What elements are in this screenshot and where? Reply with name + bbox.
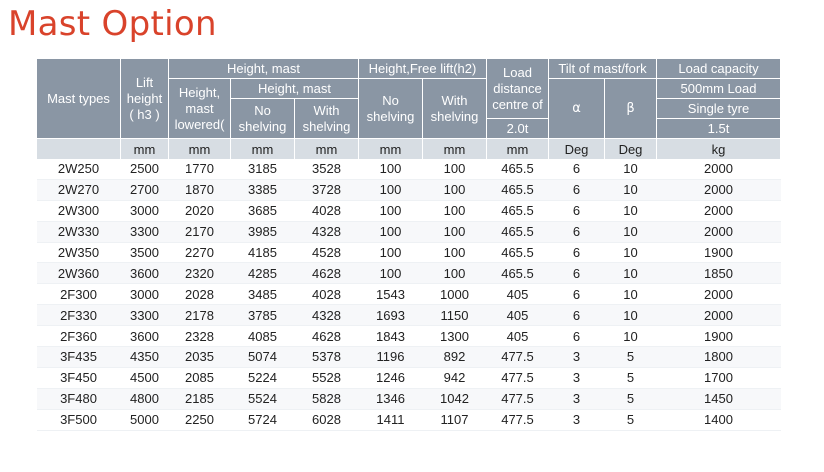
header-load-capacity: Load capacity	[657, 59, 781, 79]
table-cell: 3	[549, 388, 605, 409]
table-cell: 5724	[231, 409, 295, 430]
table-cell: 1800	[657, 347, 781, 368]
table-cell: 3	[549, 367, 605, 388]
unit-cell: Deg	[605, 139, 657, 160]
table-cell: 2000	[657, 284, 781, 305]
table-cell: 4328	[295, 221, 359, 242]
table-cell: 4028	[295, 284, 359, 305]
table-cell: 1400	[657, 409, 781, 430]
table-row	[37, 263, 781, 284]
table-cell: 477.5	[487, 347, 549, 368]
table-cell: 2085	[169, 367, 231, 388]
table-cell: 10	[605, 200, 657, 221]
header-with-shelving: With shelving	[295, 99, 359, 139]
unit-cell: mm	[423, 139, 487, 160]
table-cell: 405	[487, 284, 549, 305]
table-cell: 2320	[169, 263, 231, 284]
table-cell: 4028	[295, 200, 359, 221]
table-cell: 3000	[121, 284, 169, 305]
table-cell: 2028	[169, 284, 231, 305]
table-cell: 5	[605, 367, 657, 388]
table-cell: 2250	[169, 409, 231, 430]
table-cell: 100	[359, 159, 423, 179]
mast-type-cell: 2W250	[37, 159, 121, 179]
table-cell: 1693	[359, 305, 423, 326]
table-cell: 100	[359, 242, 423, 263]
table-cell: 6	[549, 159, 605, 179]
table-cell: 1346	[359, 388, 423, 409]
table-cell: 3185	[231, 159, 295, 179]
table-cell: 5378	[295, 347, 359, 368]
table-row	[37, 159, 781, 179]
table-cell: 4350	[121, 347, 169, 368]
mast-type-cell: 2F330	[37, 305, 121, 326]
table-row	[37, 284, 781, 305]
table-cell: 2500	[121, 159, 169, 179]
unit-cell: Deg	[549, 139, 605, 160]
table-cell: 405	[487, 305, 549, 326]
table-cell: 5828	[295, 388, 359, 409]
header-capacity-value: 1.5t	[657, 119, 781, 139]
table-cell: 3500	[121, 242, 169, 263]
table-cell: 1843	[359, 326, 423, 347]
header-height-mast-sub: Height, mast	[231, 79, 359, 99]
table-cell: 5524	[231, 388, 295, 409]
table-cell: 2178	[169, 305, 231, 326]
table-cell: 5	[605, 388, 657, 409]
table-cell: 1042	[423, 388, 487, 409]
table-cell: 6028	[295, 409, 359, 430]
table-cell: 942	[423, 367, 487, 388]
mast-type-cell: 2W300	[37, 200, 121, 221]
mast-option-table	[36, 58, 781, 431]
table-cell: 100	[359, 200, 423, 221]
table-cell: 465.5	[487, 221, 549, 242]
table-row	[37, 200, 781, 221]
table-cell: 6	[549, 179, 605, 200]
header-height-mast-lowered: Height, mast lowered(	[169, 79, 231, 139]
table-cell: 2700	[121, 179, 169, 200]
table-cell: 5	[605, 347, 657, 368]
table-cell: 2000	[657, 179, 781, 200]
table-row	[37, 326, 781, 347]
table-row	[37, 367, 781, 388]
table-cell: 10	[605, 305, 657, 326]
table-cell: 100	[359, 179, 423, 200]
table-cell: 4328	[295, 305, 359, 326]
mast-type-cell: 3F480	[37, 388, 121, 409]
table-cell: 465.5	[487, 263, 549, 284]
mast-type-cell: 2W270	[37, 179, 121, 200]
table-cell: 1543	[359, 284, 423, 305]
table-cell: 4085	[231, 326, 295, 347]
header-single-tyre: Single tyre	[657, 99, 781, 119]
table-cell: 3785	[231, 305, 295, 326]
table-row	[37, 221, 781, 242]
mast-type-cell: 3F450	[37, 367, 121, 388]
table-cell: 6	[549, 200, 605, 221]
mast-type-cell: 3F500	[37, 409, 121, 430]
table-cell: 4528	[295, 242, 359, 263]
table-cell: 4285	[231, 263, 295, 284]
table-cell: 1411	[359, 409, 423, 430]
table-cell: 10	[605, 221, 657, 242]
table-cell: 6	[549, 284, 605, 305]
table-cell: 2000	[657, 221, 781, 242]
table-cell: 5224	[231, 367, 295, 388]
table-cell: 100	[423, 221, 487, 242]
header-load-distance-value: 2.0t	[487, 119, 549, 139]
table-cell: 4500	[121, 367, 169, 388]
table-cell: 3728	[295, 179, 359, 200]
table-cell: 6	[549, 221, 605, 242]
table-cell: 100	[423, 242, 487, 263]
table-cell: 5528	[295, 367, 359, 388]
page-title: Mast Option	[8, 4, 217, 44]
table-row	[37, 179, 781, 200]
unit-cell: mm	[487, 139, 549, 160]
table-cell: 2000	[657, 159, 781, 179]
table-body	[37, 159, 781, 430]
unit-cell: mm	[121, 139, 169, 160]
table-cell: 6	[549, 326, 605, 347]
header-load-distance: Load distance centre of	[487, 59, 549, 119]
table-cell: 3528	[295, 159, 359, 179]
table-cell: 1107	[423, 409, 487, 430]
table-cell: 405	[487, 326, 549, 347]
table-cell: 2328	[169, 326, 231, 347]
header-alpha: α	[549, 79, 605, 139]
table-cell: 2035	[169, 347, 231, 368]
table-cell: 100	[423, 200, 487, 221]
header-no-shelving: No shelving	[231, 99, 295, 139]
header-free-no-shelving: No shelving	[359, 79, 423, 139]
table-cell: 100	[359, 263, 423, 284]
table-cell: 1770	[169, 159, 231, 179]
unit-cell: mm	[295, 139, 359, 160]
table-cell: 3985	[231, 221, 295, 242]
table-cell: 477.5	[487, 409, 549, 430]
mast-type-cell: 3F435	[37, 347, 121, 368]
table-cell: 3485	[231, 284, 295, 305]
table-row	[37, 347, 781, 368]
table-cell: 1300	[423, 326, 487, 347]
table-cell: 1850	[657, 263, 781, 284]
table-cell: 3	[549, 347, 605, 368]
header-load-500mm: 500mm Load	[657, 79, 781, 99]
table-cell: 6	[549, 242, 605, 263]
table-cell: 892	[423, 347, 487, 368]
table-cell: 4185	[231, 242, 295, 263]
table-cell: 465.5	[487, 200, 549, 221]
table-cell: 465.5	[487, 179, 549, 200]
table-cell: 1700	[657, 367, 781, 388]
header-free-lift-group: Height,Free lift(h2)	[359, 59, 487, 79]
mast-type-cell: 2W360	[37, 263, 121, 284]
table-cell: 477.5	[487, 367, 549, 388]
table-cell: 2170	[169, 221, 231, 242]
table-cell: 10	[605, 179, 657, 200]
table-row	[37, 242, 781, 263]
table-cell: 1450	[657, 388, 781, 409]
table-cell: 100	[423, 263, 487, 284]
table-cell: 3	[549, 409, 605, 430]
table-cell: 10	[605, 159, 657, 179]
units-cell-mast-types	[37, 139, 121, 160]
table-cell: 6	[549, 305, 605, 326]
table-cell: 465.5	[487, 159, 549, 179]
table-cell: 3385	[231, 179, 295, 200]
header-tilt: Tilt of mast/fork	[549, 59, 657, 79]
table-cell: 1196	[359, 347, 423, 368]
table-cell: 100	[423, 159, 487, 179]
table-cell: 5074	[231, 347, 295, 368]
table-cell: 2020	[169, 200, 231, 221]
mast-type-cell: 2W330	[37, 221, 121, 242]
table-cell: 2270	[169, 242, 231, 263]
table-cell: 3600	[121, 263, 169, 284]
table-cell: 1246	[359, 367, 423, 388]
units-row	[37, 139, 781, 160]
table-cell: 3000	[121, 200, 169, 221]
table-cell: 3300	[121, 305, 169, 326]
mast-type-cell: 2F300	[37, 284, 121, 305]
table-row	[37, 388, 781, 409]
table-cell: 6	[549, 263, 605, 284]
table-cell: 1900	[657, 242, 781, 263]
table-cell: 3300	[121, 221, 169, 242]
table-cell: 2000	[657, 305, 781, 326]
table-cell: 10	[605, 326, 657, 347]
table-cell: 3685	[231, 200, 295, 221]
unit-cell: mm	[231, 139, 295, 160]
table-cell: 2185	[169, 388, 231, 409]
table-cell: 477.5	[487, 388, 549, 409]
table-cell: 2000	[657, 200, 781, 221]
mast-type-cell: 2W350	[37, 242, 121, 263]
table-cell: 100	[359, 221, 423, 242]
table-cell: 1870	[169, 179, 231, 200]
table-cell: 1150	[423, 305, 487, 326]
table-cell: 1900	[657, 326, 781, 347]
header-beta: β	[605, 79, 657, 139]
table-cell: 5	[605, 409, 657, 430]
unit-cell: kg	[657, 139, 781, 160]
table-cell: 465.5	[487, 242, 549, 263]
table-cell: 3600	[121, 326, 169, 347]
header-lift-height: Lift height ( h3 )	[121, 59, 169, 139]
table-cell: 4628	[295, 326, 359, 347]
table-cell: 4628	[295, 263, 359, 284]
table-row	[37, 305, 781, 326]
table-cell: 100	[423, 179, 487, 200]
header-height-mast-group: Height, mast	[169, 59, 359, 79]
header-free-with-shelving: With shelving	[423, 79, 487, 139]
table-cell: 5000	[121, 409, 169, 430]
table-cell: 1000	[423, 284, 487, 305]
table-cell: 10	[605, 242, 657, 263]
unit-cell: mm	[359, 139, 423, 160]
table-cell: 10	[605, 263, 657, 284]
table-cell: 4800	[121, 388, 169, 409]
mast-type-cell: 2F360	[37, 326, 121, 347]
table-row	[37, 409, 781, 430]
unit-cell: mm	[169, 139, 231, 160]
table-cell: 10	[605, 284, 657, 305]
header-mast-types: Mast types	[37, 59, 121, 139]
